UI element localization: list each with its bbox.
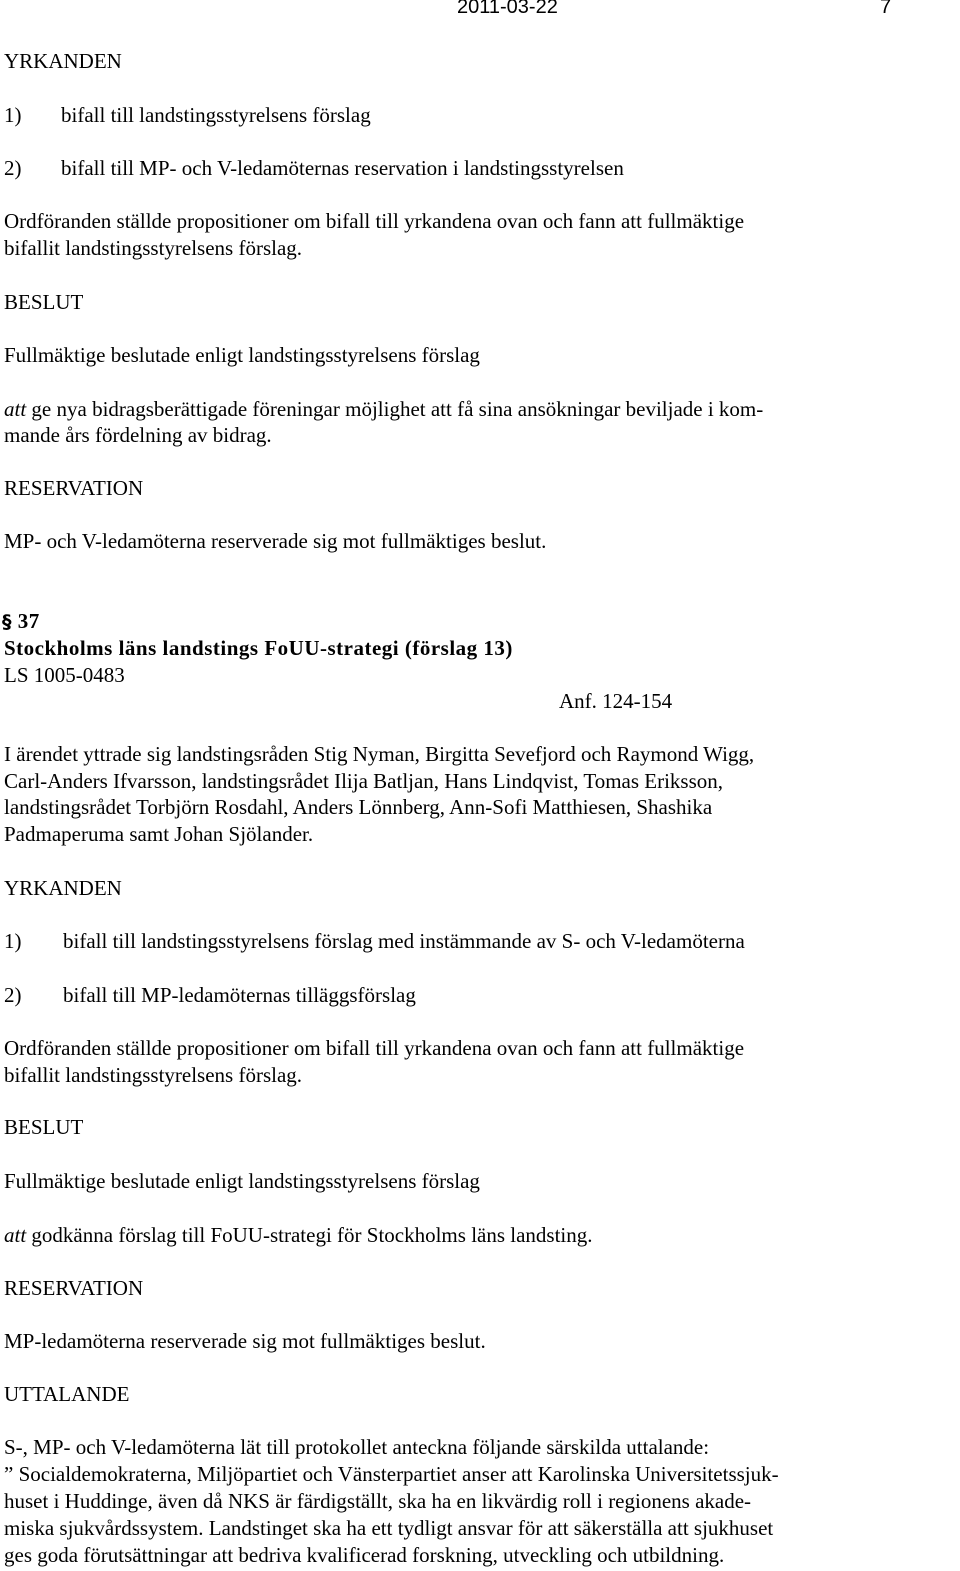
header-date: 2011-03-22	[457, 0, 558, 18]
intro-line: Padmaperuma samt Johan Sjölander.	[4, 822, 314, 846]
uttalande-line: ges goda förutsättningar att bedriva kvalificerad forskning, utveckling och utbildning.	[4, 1543, 725, 1567]
yrkande-item	[4, 155, 624, 181]
yrkande-text: bifall till landstingsstyrelsens förslag	[61, 103, 371, 127]
paragraph-num: 37	[12, 609, 40, 633]
beslut-text-line	[4, 1222, 593, 1248]
yrkande-text: bifall till MP- och V-ledamöternas reservation i landstingsstyrelsen	[61, 156, 624, 180]
yrkande-item	[4, 982, 416, 1008]
yrkande-number: 2)	[4, 983, 22, 1007]
yrkande-number: 1)	[4, 103, 22, 127]
reservation-text: MP-ledamöterna reserverade sig mot fullmäktiges beslut.	[4, 1329, 486, 1353]
paragraph-number	[2, 608, 40, 635]
ordforanden-line: bifallit landstingsstyrelsens förslag.	[4, 1063, 303, 1087]
beslut-text: godkänna förslag till FoUU-strategi för Stockholms läns landsting.	[26, 1223, 593, 1247]
yrkanden-heading: YRKANDEN	[4, 876, 122, 900]
yrkande-text: bifall till MP-ledamöternas tilläggsförslag	[63, 983, 416, 1007]
beslut-heading: BESLUT	[4, 1115, 84, 1139]
ordforanden-line: Ordföranden ställde propositioner om bifall till yrkandena ovan och fann att fullmäktige	[4, 1036, 745, 1060]
ordforanden-line: bifallit landstingsstyrelsens förslag.	[4, 236, 303, 260]
beslut-text: ge nya bidragsberättigade föreningar möjlighet att få sina ansökningar beviljade i kom-	[26, 397, 764, 421]
uttalande-line: ” Socialdemokraterna, Miljöpartiet och Vänsterpartiet anser att Karolinska Universitetssjuk-	[4, 1462, 779, 1486]
att-word: att	[4, 1223, 27, 1247]
beslut-text-line: mande års fördelning av bidrag.	[4, 423, 272, 447]
att-word: att	[4, 397, 27, 421]
reservation-text: MP- och V-ledamöterna reserverade sig mot fullmäktiges beslut.	[4, 529, 547, 553]
yrkande-number: 1)	[4, 929, 22, 953]
beslut-text-line	[4, 396, 763, 422]
beslut-heading: BESLUT	[4, 290, 84, 314]
uttalande-line: miska sjukvårdssystem. Landstinget ska ha ett tydligt ansvar för att säkerställa att sjukhuset	[4, 1516, 774, 1540]
intro-line: landstingsrådet Torbjörn Rosdahl, Anders Lönnberg, Ann-Sofi Matthiesen, Shashika	[4, 795, 713, 819]
yrkande-text: bifall till landstingsstyrelsens förslag med instämmande av S- och V-ledamöterna	[63, 929, 745, 953]
beslut-intro: Fullmäktige beslutade enligt landstingsstyrelsens förslag	[4, 343, 480, 367]
intro-line: Carl-Anders Ifvarsson, landstingsrådet Ilija Batljan, Hans Lindqvist, Tomas Eriksson,	[4, 769, 724, 793]
reservation-heading: RESERVATION	[4, 1276, 144, 1300]
uttalande-line: S-, MP- och V-ledamöterna lät till protokollet anteckna följande särskilda uttalande:	[4, 1435, 710, 1459]
intro-line: I ärendet yttrade sig landstingsråden Stig Nyman, Birgitta Sevefjord och Raymond Wigg,	[4, 742, 755, 766]
beslut-intro: Fullmäktige beslutade enligt landstingsstyrelsens förslag	[4, 1169, 480, 1193]
uttalande-line: huset i Huddinge, även då NKS är färdigställt, ska ha en likvärdig roll i regionens akade-	[4, 1489, 752, 1513]
ordforanden-line: Ordföranden ställde propositioner om bifall till yrkandena ovan och fann att fullmäktige	[4, 209, 745, 233]
paragraph-sign: §	[2, 611, 12, 633]
anforande-reference: Anf. 124-154	[559, 689, 673, 713]
yrkande-item	[4, 928, 745, 954]
section-title: Stockholms läns landstings FoUU-strategi (förslag 13)	[4, 636, 513, 660]
yrkande-number: 2)	[4, 156, 22, 180]
yrkande-item	[4, 102, 371, 128]
page-number: 7	[880, 0, 892, 18]
yrkanden-heading: YRKANDEN	[4, 49, 122, 73]
uttalande-heading: UTTALANDE	[4, 1382, 130, 1406]
reservation-heading: RESERVATION	[4, 476, 144, 500]
case-reference: LS 1005-0483	[4, 663, 125, 687]
